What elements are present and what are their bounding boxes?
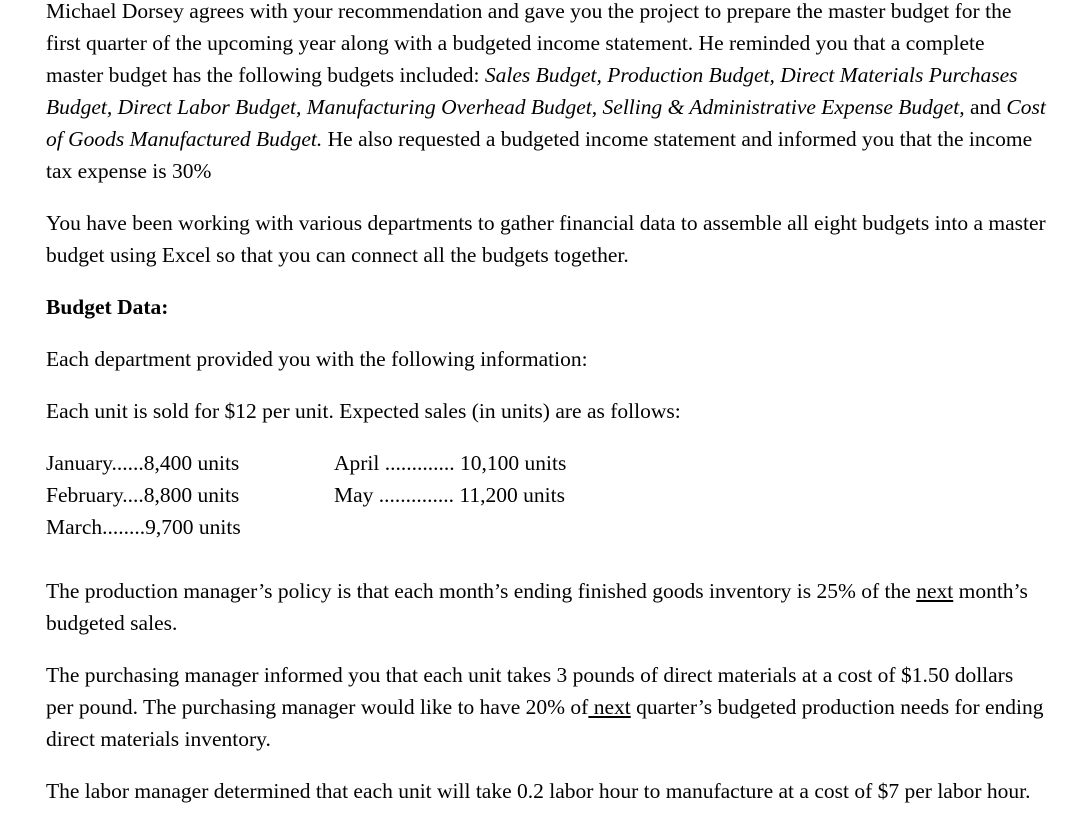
units-value: 8,400 units: [143, 451, 240, 475]
purchasing-text-b: quarter’s budgeted production needs for ending direct materials inventory.: [46, 695, 1044, 751]
sales-row-january: [46, 447, 239, 479]
document-body: [46, 0, 1046, 807]
month-label: March: [46, 515, 103, 539]
production-policy-paragraph: [46, 575, 1046, 639]
policy-text-a: The production manager’s policy is that each month’s ending finished goods inventory is 25% of the: [46, 579, 917, 603]
leader-dots: ......: [111, 451, 144, 475]
month-label: April: [334, 451, 380, 475]
units-value: 10,100 units: [454, 451, 567, 475]
units-value: 9,700 units: [145, 515, 241, 539]
sales-row-march: [46, 511, 241, 543]
budget-list: Sales Budget, Production Budget, Direct Materials Purchases Budget, Direct Labor Budget, Manufacturing Overhead Budget, Selling & Administrative Expense Budget,: [46, 63, 1018, 119]
month-label: February: [46, 483, 123, 507]
labor-paragraph: The labor manager determined that each unit will take 0.2 labor hour to manufacture at a cost of $7 per labor hour.: [46, 779, 1031, 803]
budget-data-heading: Budget Data:: [46, 295, 169, 319]
departments-paragraph: You have been working with various departments to gather financial data to assemble all eight budgets into a master budget using Excel so that you can connect all the budgets together.: [46, 211, 1046, 267]
purchasing-paragraph: [46, 659, 1046, 755]
leader-dots: ........: [102, 515, 146, 539]
sales-row-april: [334, 447, 566, 479]
sales-row-may: [334, 479, 565, 511]
sales-units-list: [46, 447, 1046, 543]
intro-text-2: He also requested a budgeted income statement and informed you that the income tax expense is 30%: [46, 127, 1033, 183]
month-label: May: [334, 483, 374, 507]
sales-row-february: [46, 479, 239, 511]
purchasing-text-a: The purchasing manager informed you that each unit takes 3 pounds of direct materials at a cost of $1.50 dollars per pound. The purchasing manager would like to have 20% of: [46, 663, 1014, 719]
unit-price-paragraph: Each unit is sold for $12 per unit. Expected sales (in units) are as follows:: [46, 399, 681, 423]
intro-paragraph: [46, 0, 1046, 187]
cogm-budget-name: Cost of Goods Manufactured Budget.: [46, 95, 1046, 151]
intro-text-1: Michael Dorsey agrees with your recommendation and gave you the project to prepare the master budget for the first quarter of the upcoming year along with a budgeted income statement. He reminded you that a complete master budget has the following budgets included:: [46, 0, 1012, 87]
units-value: 8,800 units: [143, 483, 240, 507]
leader-dots: ..............: [378, 483, 455, 507]
leader-dots: ....: [122, 483, 144, 507]
policy-text-b: month’s budgeted sales.: [46, 579, 1028, 635]
department-info-paragraph: Each department provided you with the following information:: [46, 347, 588, 371]
next-underlined: next: [588, 695, 631, 719]
units-value: 11,200 units: [454, 483, 565, 507]
next-underlined: next: [916, 579, 954, 603]
leader-dots: .............: [384, 451, 455, 475]
month-label: January: [46, 451, 112, 475]
intro-and: and: [964, 95, 1007, 119]
